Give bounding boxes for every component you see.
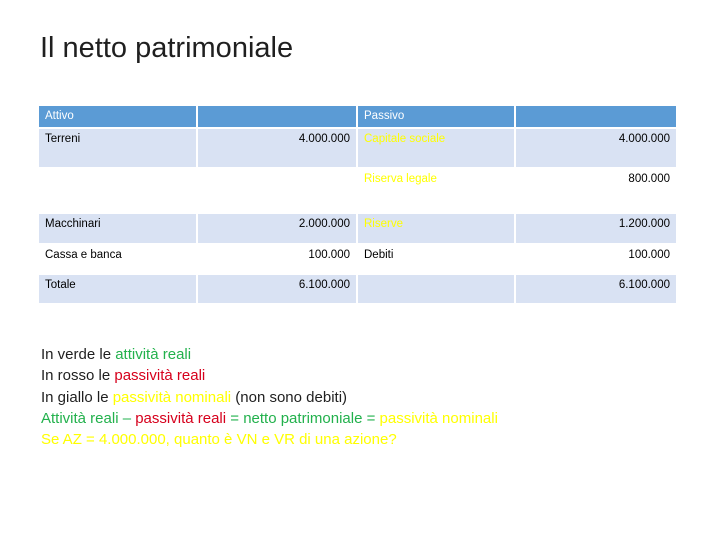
asset-value: 2.000.000 [197, 213, 357, 244]
header-attivo: Attivo [39, 106, 197, 128]
note-text: (non sono debiti) [231, 388, 348, 406]
balance-sheet-table [39, 106, 678, 305]
note-highlight-yellow: passività nominali [379, 409, 498, 427]
liability-label: Riserva legale [357, 168, 515, 213]
asset-value: 4.000.000 [197, 128, 357, 168]
header-passivo: Passivo [357, 106, 515, 128]
asset-label: Macchinari [39, 213, 197, 244]
note-text: In verde le [41, 346, 116, 363]
table-row-total [39, 274, 677, 304]
table-row [39, 244, 677, 274]
note-line-green [41, 344, 498, 365]
liability-value: 4.000.000 [515, 128, 677, 168]
asset-value [197, 168, 357, 213]
total-liability-value: 6.100.000 [515, 274, 677, 304]
asset-label: Terreni [39, 128, 197, 168]
note-line-yellow [41, 387, 498, 408]
header-blank-2 [515, 106, 677, 128]
asset-value: 100.000 [197, 244, 357, 274]
note-line-equation [41, 408, 498, 429]
note-line-red [41, 365, 498, 386]
note-highlight-green: Attività reali – [41, 409, 136, 427]
liability-label: Debiti [357, 244, 515, 274]
asset-label [39, 168, 197, 213]
table-header-row [39, 106, 677, 128]
note-text: In rosso le [41, 367, 115, 385]
liability-label: Riserve [357, 213, 515, 244]
note-highlight-yellow: passività nominali [112, 388, 232, 406]
table-row [39, 213, 677, 244]
notes-block [41, 344, 498, 450]
slide-title: Il netto patrimoniale [40, 32, 294, 64]
note-text: In giallo le [41, 388, 113, 406]
total-label: Totale [39, 274, 197, 304]
header-blank [197, 106, 357, 128]
asset-label: Cassa e banca [39, 244, 197, 274]
note-highlight-red: passività reali [135, 409, 227, 427]
table-row [39, 168, 677, 213]
table-row [39, 128, 677, 168]
note-highlight-green: attività reali [115, 346, 192, 363]
liability-value: 1.200.000 [515, 213, 677, 244]
liability-value: 800.000 [515, 168, 677, 213]
note-highlight-green: = netto patrimoniale = [226, 409, 380, 427]
total-liability-label [357, 274, 515, 304]
liability-value: 100.000 [515, 244, 677, 274]
total-asset-value: 6.100.000 [197, 274, 357, 304]
note-question: Se AZ = 4.000.000, quanto è VN e VR di una azione? [41, 431, 397, 449]
liability-label: Capitale sociale [357, 128, 515, 168]
note-highlight-red: passività reali [114, 367, 206, 385]
